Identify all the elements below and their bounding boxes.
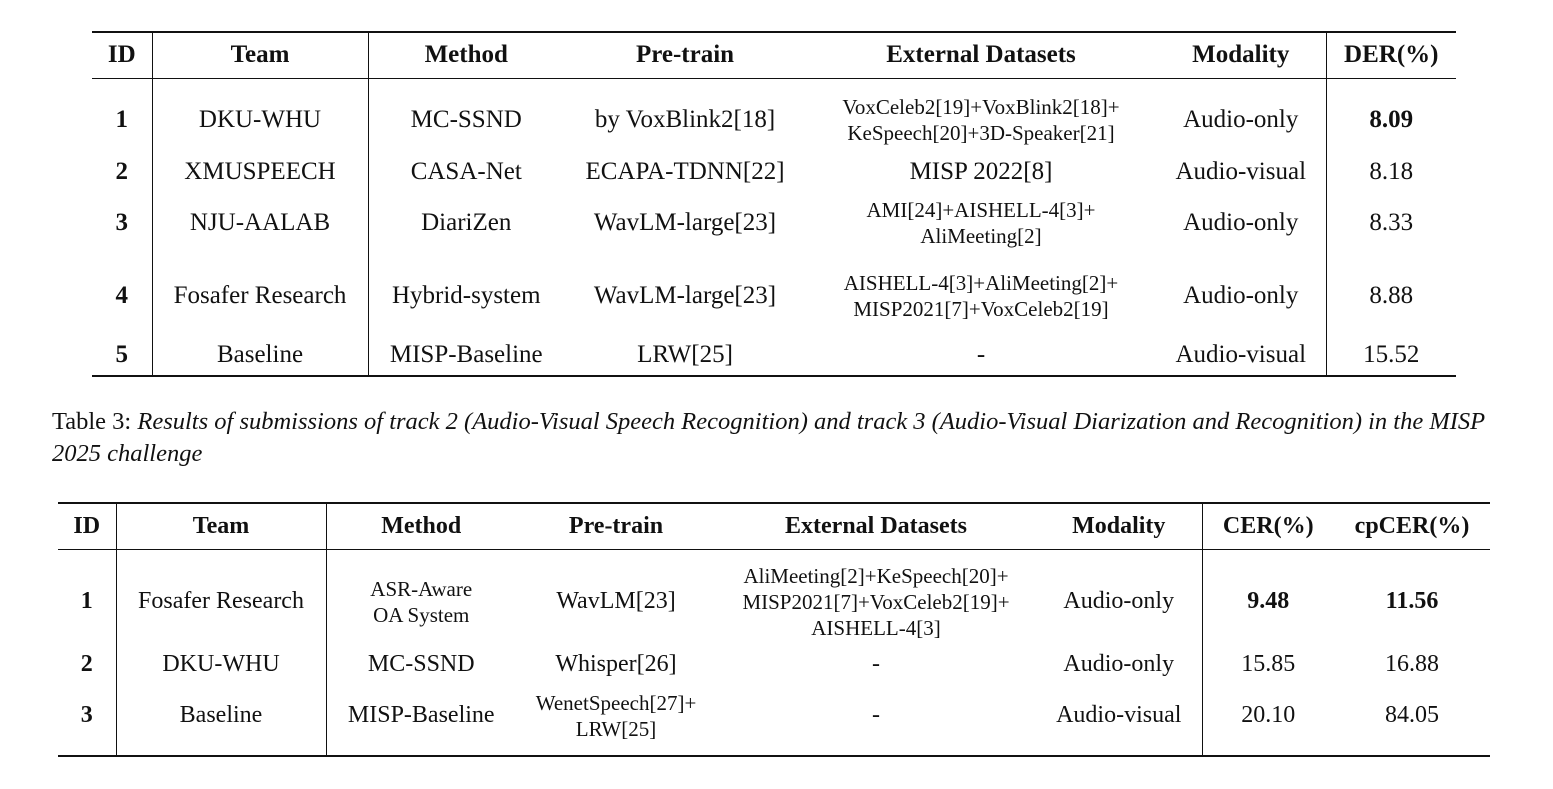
row-id: 3	[58, 685, 116, 747]
row-datasets	[806, 153, 1156, 191]
table-row	[92, 256, 1456, 336]
row-datasets	[806, 191, 1156, 256]
dataset-line: KeSpeech[20]+3D-Speaker[21]	[847, 121, 1115, 145]
row-modality: Audio-visual	[1036, 685, 1202, 747]
row-method: MC-SSND	[410, 106, 522, 133]
header-team: Team	[116, 503, 326, 549]
pretrain-line: LRW[25]	[575, 716, 657, 741]
header-cpcer: cpCER(%)	[1334, 503, 1490, 549]
row-modality: Audio-only	[1156, 88, 1326, 153]
row-datasets	[716, 559, 1036, 645]
table-caption	[52, 406, 1522, 470]
header-team: Team	[152, 32, 368, 78]
row-cpcer: 11.56	[1385, 588, 1439, 614]
row-der: 8.88	[1369, 281, 1414, 309]
table-header-row	[58, 503, 1490, 549]
header-external-datasets: External Datasets	[806, 32, 1156, 78]
row-datasets	[806, 256, 1156, 336]
row-team: DKU-WHU	[116, 645, 326, 685]
header-cer: CER(%)	[1202, 503, 1334, 549]
caption-text: Results of submissions of track 2 (Audio-Visual Speech Recognition) and track 3 (Audio-Visual Diarization and Recognition) in the MISP 2025 challenge	[52, 408, 1485, 467]
row-id: 2	[92, 153, 152, 191]
dataset-line: -	[872, 702, 880, 728]
row-datasets	[806, 336, 1156, 376]
row-pretrain	[516, 685, 716, 747]
dataset-line: -	[976, 341, 986, 368]
row-modality: Audio-only	[1156, 256, 1326, 336]
pretrain-line: WenetSpeech[27]+	[535, 690, 697, 715]
row-modality: Audio-only	[1036, 559, 1202, 645]
header-method: Method	[368, 32, 564, 78]
dataset-line: -	[872, 651, 880, 677]
dataset-line: AMI[24]+AISHELL-4[3]+	[866, 198, 1096, 222]
row-method	[326, 559, 516, 645]
row-team: Baseline	[152, 336, 368, 376]
row-datasets	[806, 88, 1156, 153]
dataset-line: AliMeeting[2]+KeSpeech[20]+	[743, 563, 1009, 588]
row-method: CASA-Net	[410, 157, 522, 185]
method-line: ASR-Aware	[370, 576, 473, 601]
row-method	[326, 685, 516, 747]
row-pretrain: WavLM-large[23]	[593, 281, 777, 309]
dataset-line: VoxCeleb2[19]+VoxBlink2[18]+	[842, 95, 1120, 119]
row-method: Hybrid-system	[391, 281, 541, 309]
dataset-line: AliMeeting[2]	[920, 224, 1042, 248]
header-id: ID	[92, 32, 152, 78]
row-cer: 9.48	[1247, 588, 1290, 614]
header-id: ID	[58, 503, 116, 549]
row-modality: Audio-visual	[1156, 153, 1326, 191]
row-id: 3	[92, 191, 152, 256]
method-line: OA System	[373, 602, 470, 627]
row-id: 2	[58, 645, 116, 685]
row-der: 15.52	[1363, 341, 1420, 368]
header-pretrain: Pre-train	[564, 32, 806, 78]
row-pretrain	[516, 559, 716, 645]
row-method: DiariZen	[421, 209, 512, 236]
row-method: MISP-Baseline	[389, 341, 543, 368]
row-id: 5	[92, 336, 152, 376]
row-modality: Audio-only	[1156, 191, 1326, 256]
method-line: MC-SSND	[367, 651, 475, 677]
row-pretrain: by VoxBlink2[18]	[594, 106, 776, 133]
cer-results-table	[58, 502, 1490, 757]
table-row	[92, 336, 1456, 376]
row-team: DKU-WHU	[152, 88, 368, 153]
header-method: Method	[326, 503, 516, 549]
row-der: 8.33	[1369, 209, 1414, 236]
row-der: 8.18	[1369, 157, 1414, 185]
header-der: DER(%)	[1326, 32, 1456, 78]
header-modality: Modality	[1156, 32, 1326, 78]
row-method	[326, 645, 516, 685]
dataset-line: MISP 2022[8]	[909, 157, 1053, 185]
row-der: 8.09	[1369, 106, 1414, 133]
row-datasets	[716, 685, 1036, 747]
table-header-row	[92, 32, 1456, 78]
dataset-line: AISHELL-4[3]	[811, 615, 941, 640]
row-pretrain: ECAPA-TDNN[22]	[585, 157, 785, 185]
table-row	[58, 685, 1490, 747]
table-row	[58, 559, 1490, 645]
row-pretrain	[516, 645, 716, 685]
pretrain-line: Whisper[26]	[555, 651, 677, 677]
row-team: NJU-AALAB	[152, 191, 368, 256]
row-pretrain: WavLM-large[23]	[593, 209, 777, 236]
row-cer: 20.10	[1241, 702, 1296, 728]
row-team: XMUSPEECH	[152, 153, 368, 191]
row-datasets	[716, 645, 1036, 685]
table-row	[92, 153, 1456, 191]
header-external-datasets: External Datasets	[716, 503, 1036, 549]
row-team: Baseline	[116, 685, 326, 747]
row-cer: 15.85	[1241, 651, 1296, 677]
row-id: 4	[92, 256, 152, 336]
pretrain-line: WavLM[23]	[556, 588, 676, 614]
dataset-line: MISP2021[7]+VoxCeleb2[19]	[853, 296, 1109, 321]
dataset-line: AISHELL-4[3]+AliMeeting[2]+	[843, 270, 1119, 295]
der-results-table	[92, 31, 1456, 377]
dataset-line: MISP2021[7]+VoxCeleb2[19]+	[742, 589, 1010, 614]
table-row	[92, 88, 1456, 153]
header-pretrain: Pre-train	[516, 503, 716, 549]
method-line: MISP-Baseline	[347, 702, 495, 728]
header-modality: Modality	[1036, 503, 1202, 549]
row-id: 1	[92, 88, 152, 153]
row-team: Fosafer Research	[152, 256, 368, 336]
table-row	[92, 191, 1456, 256]
caption-prefix: Table 3:	[52, 408, 138, 435]
table-row	[58, 645, 1490, 685]
row-modality: Audio-visual	[1156, 336, 1326, 376]
row-id: 1	[58, 559, 116, 645]
row-cpcer: 84.05	[1385, 702, 1439, 728]
row-pretrain: LRW[25]	[637, 341, 733, 368]
row-team: Fosafer Research	[116, 559, 326, 645]
row-cpcer: 16.88	[1385, 651, 1439, 677]
row-modality: Audio-only	[1036, 645, 1202, 685]
